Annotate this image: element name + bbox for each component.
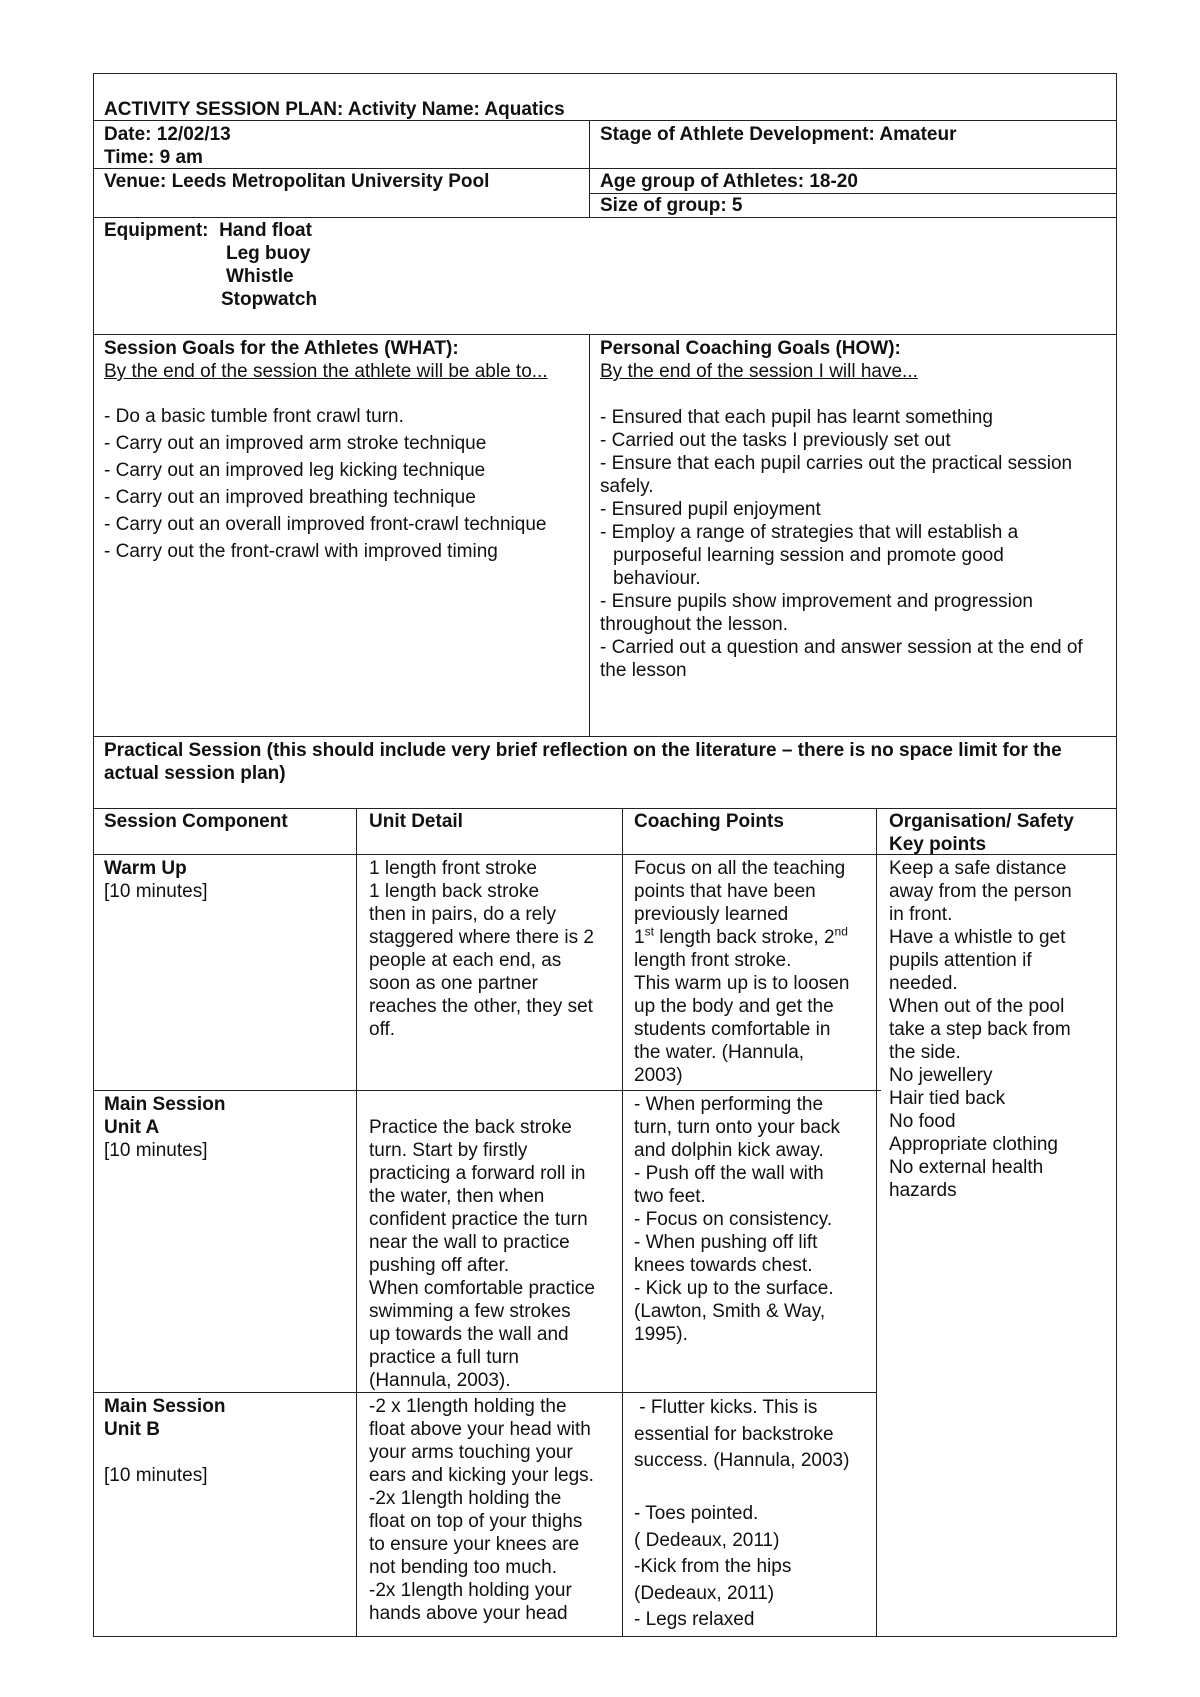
detail-line: When comfortable practice	[369, 1278, 595, 1299]
coaching-line: knees towards chest.	[634, 1255, 813, 1276]
detail-line: staggered where there is 2	[369, 927, 594, 948]
ordinal-suffix: nd	[834, 924, 848, 939]
unit-a-detail	[369, 1116, 595, 1392]
column-header-text: Organisation/ Safety Key points	[889, 811, 1074, 855]
coaching-line: - When pushing off lift	[634, 1232, 818, 1253]
safety-line: hazards	[889, 1180, 957, 1201]
equipment-item: Leg buoy	[226, 243, 311, 264]
coaching-line: - Push off the wall with	[634, 1163, 824, 1184]
coaching-goal-item: - Ensured that each pupil has learnt something	[600, 407, 993, 428]
goal-item: - Carry out an overall improved front-crawl technique	[104, 514, 547, 535]
unit-a-duration: [10 minutes]	[104, 1140, 208, 1161]
detail-line: 1 length back stroke	[369, 881, 540, 902]
goal-item: - Carry out the front-crawl with improved timing	[104, 541, 498, 562]
ordinal-suffix: st	[644, 924, 654, 939]
warm-up-component	[104, 857, 208, 903]
unit-a-subtitle: Unit A	[104, 1117, 160, 1138]
column-header-text: Coaching Points	[634, 811, 784, 832]
coaching-line: the water. (Hannula,	[634, 1042, 805, 1063]
safety-line: Hair tied back	[889, 1088, 1006, 1109]
page-title	[104, 98, 565, 121]
coaching-line: (Dedeaux, 2011)	[634, 1582, 775, 1604]
stage-cell	[600, 123, 956, 146]
coaching-line: (Lawton, Smith & Way,	[634, 1301, 826, 1322]
detail-line: 1 length front stroke	[369, 858, 537, 879]
coaching-goals-cell	[600, 337, 1112, 682]
equipment-label: Equipment:	[104, 220, 209, 241]
equipment-item: Stopwatch	[221, 289, 318, 310]
time-value: Time: 9 am	[104, 147, 203, 168]
venue-value: Venue: Leeds Metropolitan University Pool	[104, 171, 490, 192]
coaching-line: - Legs relaxed	[634, 1609, 755, 1630]
unit-a-coaching	[634, 1093, 840, 1346]
detail-line: practicing a forward roll in	[369, 1163, 586, 1184]
safety-line: needed.	[889, 973, 958, 994]
rule	[589, 334, 590, 736]
rule	[589, 168, 1117, 169]
unit-b-component	[104, 1395, 225, 1487]
unit-b-duration: [10 minutes]	[104, 1465, 208, 1486]
detail-line: swimming a few strokes	[369, 1301, 571, 1322]
detail-line: float above your head with	[369, 1419, 591, 1440]
unit-b-spacer	[104, 1441, 225, 1464]
session-goals-lead: By the end of the session the athlete will be able to...	[104, 361, 548, 382]
goal-item: - Carry out an improved breathing technique	[104, 487, 476, 508]
session-goals-cell	[104, 337, 582, 565]
detail-line: float on top of your thighs	[369, 1511, 583, 1532]
session-goals-heading: Session Goals for the Athletes (WHAT):	[104, 338, 459, 359]
date-time-cell	[104, 123, 231, 169]
detail-line: then in pairs, do a rely	[369, 904, 556, 925]
equipment-line-1	[104, 219, 317, 242]
coaching-line: success. (Hannula, 2003)	[634, 1450, 850, 1471]
rule	[93, 334, 1117, 335]
column-header-text: Unit Detail	[369, 811, 463, 832]
rule	[93, 1392, 876, 1393]
warm-up-duration: [10 minutes]	[104, 881, 208, 902]
detail-line: ears and kicking your legs.	[369, 1465, 594, 1486]
coaching-line	[634, 926, 849, 949]
coaching-line: - Kick up to the surface.	[634, 1278, 834, 1299]
rule	[93, 217, 1117, 218]
rule	[93, 736, 1117, 737]
coaching-line: previously learned	[634, 904, 789, 925]
equipment-item: Whistle	[226, 266, 294, 287]
rule	[93, 1090, 876, 1091]
detail-line: (Hannula, 2003).	[369, 1370, 511, 1391]
column-header-coaching-points	[634, 810, 784, 833]
unit-b-subtitle: Unit B	[104, 1419, 160, 1440]
goal-item: - Do a basic tumble front crawl turn.	[104, 406, 404, 427]
coaching-line: - Flutter kicks. This is	[634, 1397, 818, 1418]
equipment-item: Hand float	[219, 220, 312, 241]
group-size-cell	[600, 194, 743, 217]
detail-line: people at each end, as	[369, 950, 562, 971]
safety-line: the side.	[889, 1042, 961, 1063]
goal-item: - Carry out an improved leg kicking technique	[104, 460, 486, 481]
detail-line: soon as one partner	[369, 973, 539, 994]
column-header-unit-detail	[369, 810, 463, 833]
age-group-cell	[600, 170, 858, 193]
unit-b-detail	[369, 1395, 594, 1625]
coaching-line: two feet.	[634, 1186, 706, 1207]
detail-line: reaches the other, they set	[369, 996, 593, 1017]
coaching-line: length front stroke.	[634, 950, 792, 971]
safety-line: No food	[889, 1111, 956, 1132]
safety-line: take a step back from	[889, 1019, 1071, 1040]
warm-up-coaching	[634, 857, 849, 1087]
coaching-goal-item: - Carried out a question and answer session at the end of the lesson	[600, 637, 1083, 681]
coaching-line: up the body and get the	[634, 996, 834, 1017]
safety-line: away from the person	[889, 881, 1072, 902]
practical-session-heading	[104, 739, 1104, 785]
coaching-goal-item: - Employ a range of strategies that will establish a purposeful learning session and promote good behaviour.	[600, 522, 1019, 589]
coaching-line: points that have been	[634, 881, 816, 902]
coaching-goals-heading: Personal Coaching Goals (HOW):	[600, 338, 901, 359]
coaching-line: 2003)	[634, 1065, 683, 1086]
detail-line: the water, then when	[369, 1186, 545, 1207]
equipment-cell	[104, 219, 317, 311]
venue-cell	[104, 170, 489, 193]
detail-line: Practice the back stroke	[369, 1117, 572, 1138]
coaching-goal-item: - Carried out the tasks I previously set out	[600, 430, 951, 451]
coaching-line: - Toes pointed.	[634, 1503, 759, 1524]
warm-up-title: Warm Up	[104, 858, 187, 879]
detail-line: near the wall to practice	[369, 1232, 570, 1253]
safety-line: in front.	[889, 904, 953, 925]
detail-line: -2x 1length holding your	[369, 1580, 572, 1601]
coaching-line: - When performing the	[634, 1094, 824, 1115]
coaching-spacer	[634, 1475, 849, 1502]
detail-line: -2x 1length holding the	[369, 1488, 562, 1509]
detail-line: not bending too much.	[369, 1557, 558, 1578]
detail-line: up towards the wall and	[369, 1324, 569, 1345]
detail-line: to ensure your knees are	[369, 1534, 580, 1555]
coaching-goals-lead: By the end of the session I will have...	[600, 361, 918, 382]
rule	[93, 808, 1117, 809]
safety-line: When out of the pool	[889, 996, 1065, 1017]
coaching-line: 1995).	[634, 1324, 688, 1345]
safety-line: pupils attention if	[889, 950, 1032, 971]
coaching-line: Focus on all the teaching	[634, 858, 846, 879]
coaching-line: -Kick from the hips	[634, 1556, 792, 1577]
detail-line: hands above your head	[369, 1603, 568, 1624]
unit-a-component	[104, 1093, 225, 1162]
stage-value: Stage of Athlete Development: Amateur	[600, 124, 957, 145]
coaching-line: students comfortable in	[634, 1019, 831, 1040]
coaching-line: ( Dedeaux, 2011)	[634, 1529, 780, 1551]
rule	[622, 808, 623, 1637]
coaching-goal-item: - Ensure that each pupil carries out the practical session safely.	[600, 453, 1073, 497]
safety-points	[889, 857, 1072, 1202]
rule	[876, 808, 877, 1637]
coaching-line: turn, turn onto your back	[634, 1117, 840, 1138]
coaching-goal-item: - Ensured pupil enjoyment	[600, 499, 821, 520]
practical-heading-text: Practical Session (this should include very brief reflection on the literature – there is no space limit for the actual session plan)	[104, 740, 1062, 784]
date-value: Date: 12/02/13	[104, 124, 231, 145]
coaching-goal-item: - Ensure pupils show improvement and progression throughout the lesson.	[600, 591, 1033, 635]
age-group-value: Age group of Athletes: 18-20	[600, 171, 858, 192]
coaching-line: essential for backstroke	[634, 1423, 834, 1445]
column-header-text: Session Component	[104, 811, 288, 832]
detail-line: practice a full turn	[369, 1347, 519, 1368]
detail-line: turn. Start by firstly	[369, 1140, 528, 1161]
unit-a-title: Main Session	[104, 1094, 226, 1115]
unit-b-title: Main Session	[104, 1396, 226, 1417]
column-header-component	[104, 810, 288, 833]
detail-line: pushing off after.	[369, 1255, 510, 1276]
rule	[356, 808, 357, 1637]
detail-line: off.	[369, 1019, 396, 1040]
coaching-line: This warm up is to loosen	[634, 973, 850, 994]
safety-line: Appropriate clothing	[889, 1134, 1058, 1155]
warm-up-detail	[369, 857, 594, 1041]
rule	[589, 120, 590, 217]
group-size-value: Size of group: 5	[600, 195, 743, 216]
detail-line: confident practice the turn	[369, 1209, 588, 1230]
ordinal-number: 1	[634, 927, 645, 948]
coaching-line: - Focus on consistency.	[634, 1209, 833, 1230]
coaching-text: length back stroke, 2	[653, 927, 835, 948]
detail-line: your arms touching your	[369, 1442, 573, 1463]
coaching-line: and dolphin kick away.	[634, 1140, 824, 1161]
unit-b-coaching	[634, 1395, 849, 1634]
safety-line: Keep a safe distance	[889, 858, 1067, 879]
safety-line: No external health	[889, 1157, 1044, 1178]
safety-line: No jewellery	[889, 1065, 993, 1086]
column-header-safety	[889, 810, 1104, 856]
safety-line: Have a whistle to get	[889, 927, 1066, 948]
detail-line: -2 x 1length holding the	[369, 1396, 567, 1417]
title-line: ACTIVITY SESSION PLAN: Activity Name: Aquatics	[104, 99, 565, 120]
goal-item: - Carry out an improved arm stroke technique	[104, 433, 487, 454]
